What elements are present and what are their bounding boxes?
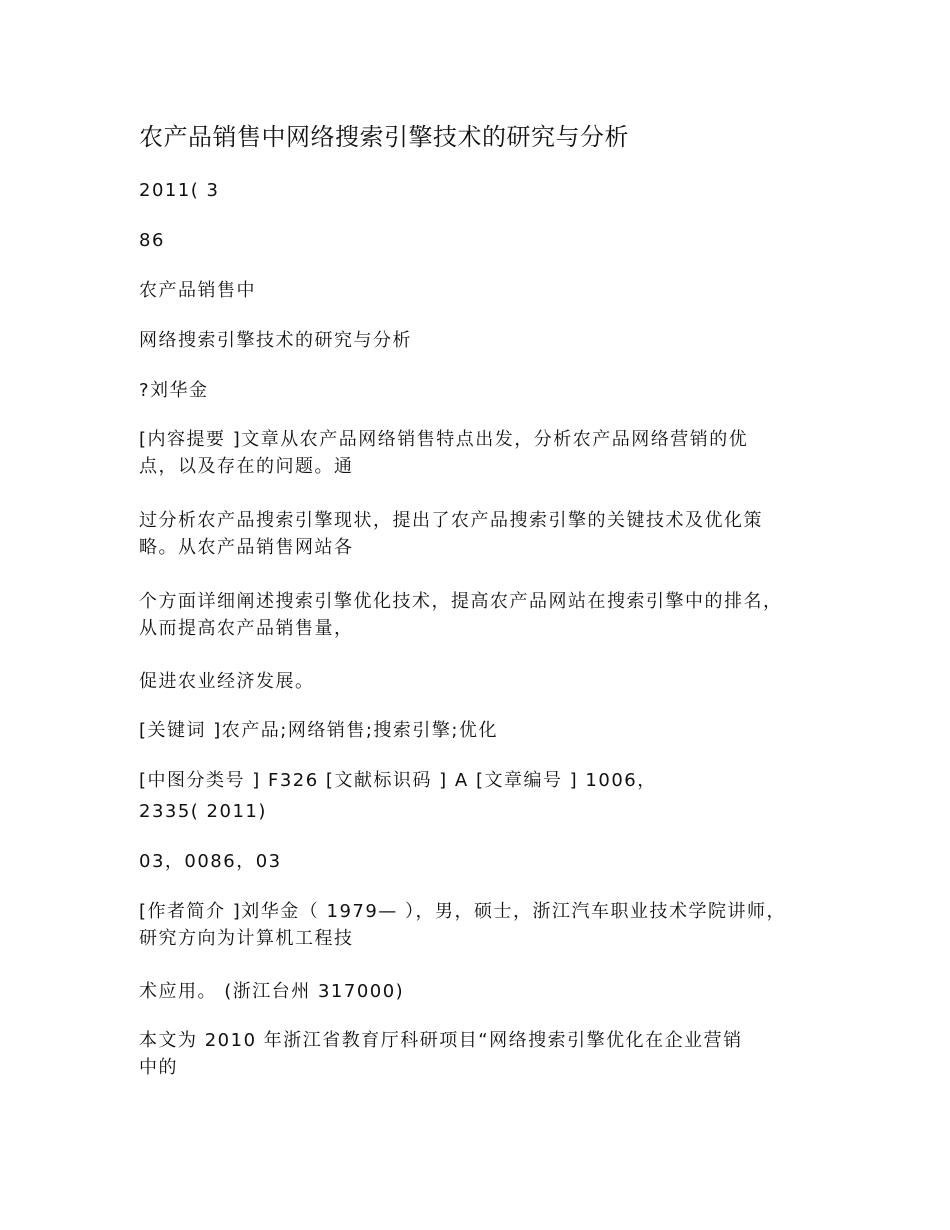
classification-line2: 2335( 2011) [139,801,267,822]
funding-note [139,1027,839,1081]
issue-info: 2011( 3 [139,180,220,201]
classification-line3: 03，0086，03 [139,851,282,872]
abstract-p1-line2: 点，以及存在的问题。通 [139,456,354,477]
classification-line1: [中图分类号 ] F326 [文献标识码 ] A [文章编号 ] 1006， [139,770,657,791]
abstract-p2-line1: 过分析农产品搜索引擎现状，提出了农产品搜索引擎的关键技术及优化策 [139,510,763,531]
author-name: ?刘华金 [139,380,209,401]
page-number: 86 [139,230,165,251]
abstract-paragraph-3 [139,588,839,642]
document-title: 农产品销售中网络搜索引擎技术的研究与分析 [139,123,629,151]
heading-line-1: 农产品销售中 [139,280,256,301]
abstract-paragraph-2 [139,507,839,561]
author-bio-line2: 研究方向为计算机工程技 [139,928,354,949]
abstract-paragraph-1 [139,426,839,480]
abstract-p2-line2: 略。从农产品销售网站各 [139,537,354,558]
funding-line2: 中的 [139,1057,178,1078]
funding-line1: 本文为 2010 年浙江省教育厅科研项目“网络搜索引擎优化在企业营销 [139,1030,743,1051]
abstract-paragraph-4: 促进农业经济发展。 [139,671,315,692]
author-bio [139,898,839,952]
author-bio-line1: [作者简介 ]刘华金（ 1979— ），男，硕士，浙江汽车职业技术学院讲师， [139,901,787,922]
author-bio-line3: 术应用。 (浙江台州 317000) [139,981,405,1002]
abstract-p3-line1: 个方面详细阐述搜索引擎优化技术，提高农产品网站在搜索引擎中的排名， [139,591,783,612]
heading-line-2: 网络搜索引擎技术的研究与分析 [139,330,412,351]
classification-block [139,767,839,825]
abstract-p1-line1: [内容提要 ]文章从农产品网络销售特点出发，分析农产品网络营销的优 [139,429,749,450]
keywords: [关键词 ]农产品;网络销售;搜索引擎;优化 [139,720,498,741]
abstract-p3-line2: 从而提高农产品销售量， [139,618,354,639]
